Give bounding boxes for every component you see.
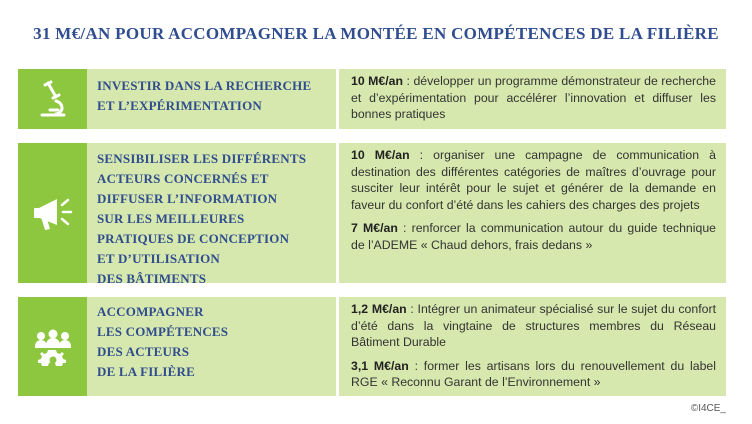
measure-row-research [18,69,726,129]
icon-cell [18,69,87,129]
heading-line: ET L’EXPÉRIMENTATION [97,98,262,113]
measure-heading [87,69,336,129]
icon-cell [18,297,87,396]
item-text: : organiser une campagne de communication à destination des différentes catégories de maîtres d’ouvrage pour susciter leur intérêt pour le sujet et générer de la demande en faveur du confort d’été dans les cahiers des charges des projets [351,148,716,212]
measure-details [336,143,726,283]
icon-cell [18,143,87,283]
measure-item [351,301,716,351]
measure-item [351,358,716,391]
source-credit: ©I4CE_ [690,403,726,414]
amount: 10 M€/an [351,74,404,88]
megaphone-icon [31,193,75,233]
heading-line: DES ACTEURS [97,344,190,359]
item-text: : développer un programme démonstrateur de recherche et d’expérimentation pour accélérer l’innovation et diffuser les bonnes pratiques [351,74,716,122]
heading-line: PRATIQUES DE CONCEPTION [97,231,290,246]
heading-line: SUR LES MEILLEURES [97,211,245,226]
item-text: : Intégrer un animateur spécialisé sur le sujet du confort d’été dans la vingtaine de structures membres du Réseau Bâtiment Durable [351,302,716,350]
measure-heading [87,143,336,286]
heading-line: ACCOMPAGNER [97,304,204,319]
measure-item [351,73,716,123]
page-title: 31 M€/AN POUR ACCOMPAGNER LA MONTÉE EN COMPÉTENCES DE LA FILIÈRE [33,24,719,43]
measure-heading [87,297,336,396]
amount: 10 M€/an [351,148,410,162]
amount: 1,2 M€/an [351,302,407,316]
heading-line: ACTEURS CONCERNÉS ET [97,171,269,186]
item-text: : renforcer la communication autour du guide technique de l’ADEME « Chaud dehors, frais dedans » [351,221,717,252]
amount: 7 M€/an [351,221,398,236]
heading-line: DE LA FILIÈRE [97,364,195,379]
measure-details [336,297,726,396]
heading-line: SENSIBILISER LES DIFFÉRENTS [97,151,307,166]
heading-line: LES COMPÉTENCES [97,324,229,339]
amount: 3,1 M€/an [351,358,409,373]
measure-row-communication [18,143,726,286]
microscope-icon [36,79,70,119]
team-gear-icon [31,328,75,366]
measure-item [351,147,716,213]
measure-details [336,69,726,129]
item-text: : former les artisans lors du renouvellement du label RGE « Reconnu Garant de l’Environnement » [351,358,716,390]
measure-row-skills [18,297,726,396]
heading-line: INVESTIR DANS LA RECHERCHE [97,78,312,93]
heading-line: ET D’UTILISATION [97,251,221,266]
measure-item [351,220,716,253]
heading-line: DIFFUSER L’INFORMATION [97,191,278,206]
heading-line: DES BÂTIMENTS [97,271,207,286]
